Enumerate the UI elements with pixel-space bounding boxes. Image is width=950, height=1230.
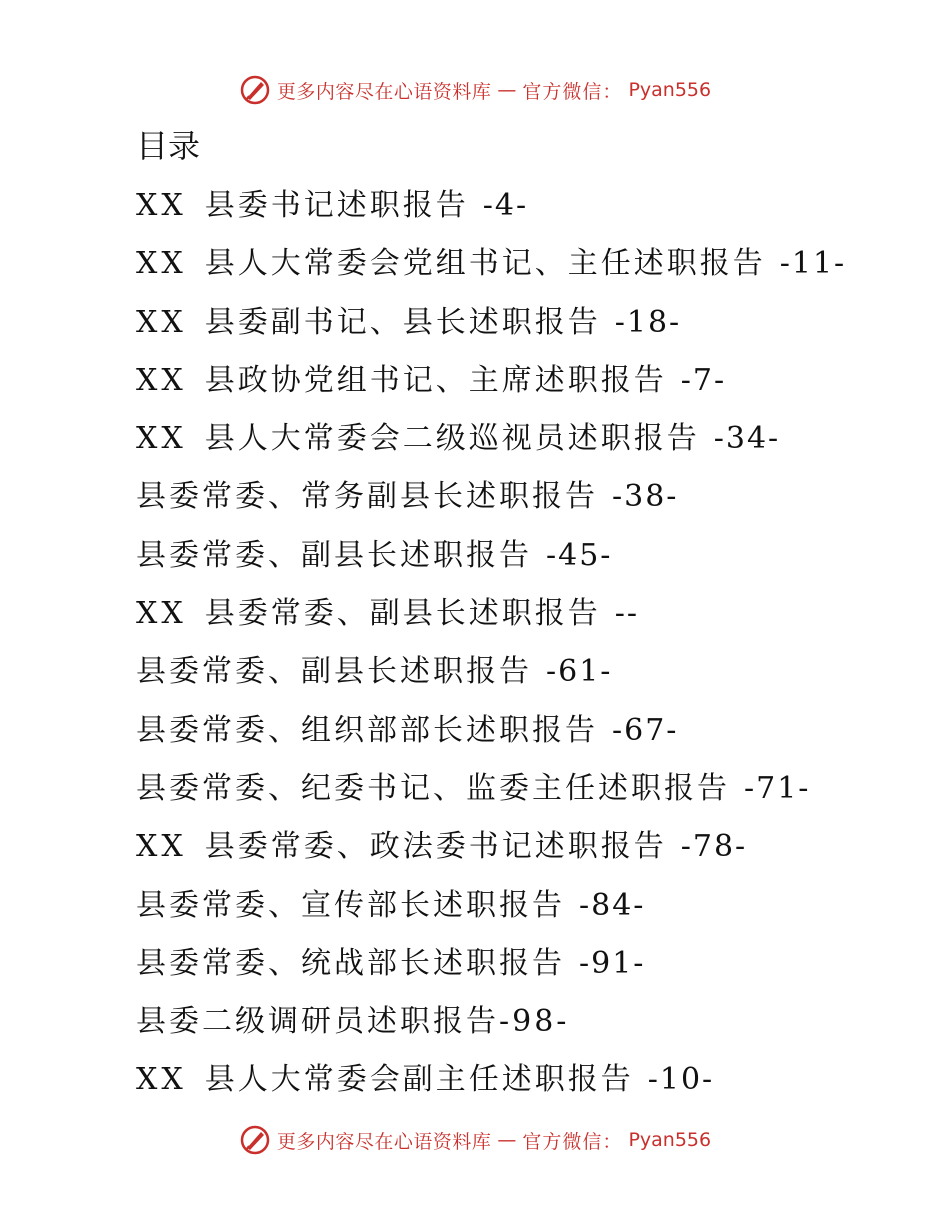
toc-entry-prefix: XX [136,829,187,865]
toc-entry-title: 县委二级调研员述职报告-98- [136,1004,570,1040]
toc-entry[interactable] [136,182,846,240]
toc-entry-page-number: -61- [546,654,613,690]
toc-entry-page-number: -38- [612,479,679,515]
toc-entry-page-number: -67- [612,712,679,748]
toc-entry-prefix: XX [136,362,187,398]
page-title: 目录 [136,127,201,165]
toc-entry-prefix: XX [136,246,187,282]
toc-entry[interactable] [136,998,846,1056]
toc-entry-page-number: -78- [680,829,748,865]
toc-entry-title: 县人大常委会副主任述职报告 [204,1062,634,1098]
toc-entry-page-number: -34- [713,421,781,457]
toc-entry-title: 县委常委、统战部长述职报告 [136,945,565,981]
toc-entry-page-number: -- [614,596,639,632]
toc-entry-title: 县委常委、副县长述职报告 [136,537,532,573]
toc-entry-page-number: -7- [680,362,727,398]
quill-pen-icon [239,74,271,106]
toc-entry-page-number: -45- [546,537,613,573]
toc-entry-title: 县委常委、政法委书记述职报告 [204,829,667,865]
toc-entry[interactable] [136,765,846,823]
toc-entry[interactable] [136,940,846,998]
toc-entry-title: 县委常委、副县长述职报告 [136,654,532,690]
toc-entry[interactable] [136,299,846,357]
toc-entry[interactable] [136,532,846,590]
footer-watermark [0,1124,950,1156]
toc-entry-prefix: XX [136,596,187,632]
watermark-text: 更多内容尽在心语资料库 [276,1130,492,1153]
toc-entry[interactable] [136,648,846,706]
watermark-id: Pyan556 [628,79,712,101]
toc-entry[interactable] [136,357,846,415]
table-of-contents [136,182,846,1115]
toc-entry[interactable] [136,882,846,940]
toc-entry-prefix: XX [136,188,187,223]
toc-entry-title: 县委常委、纪委书记、监委主任述职报告 [136,770,730,806]
toc-entry-page-number: -4- [482,188,529,223]
toc-entry[interactable] [136,240,846,298]
toc-entry[interactable] [136,415,846,473]
toc-entry-page-number: -18- [614,304,682,340]
toc-entry-title: 县委副书记、县长述职报告 [204,304,601,340]
toc-entry[interactable] [136,823,846,881]
toc-entry[interactable] [136,707,846,765]
toc-entry-prefix: XX [136,304,187,340]
toc-entry-page-number: -91- [579,945,646,981]
toc-entry[interactable] [136,473,846,531]
toc-entry-page-number: -10- [647,1062,715,1098]
toc-entry-title: 县委书记述职报告 [204,188,469,223]
toc-entry-page-number: -84- [579,887,646,923]
toc-entry-prefix: XX [136,1062,187,1098]
toc-entry-title: 县委常委、副县长述职报告 [204,596,601,632]
toc-entry-title: 县委常委、常务副县长述职报告 [136,479,598,515]
toc-entry[interactable] [136,590,846,648]
toc-entry-page-number: -71- [744,770,811,806]
watermark-separator: — [497,1129,517,1151]
toc-entry-page-number: -11- [779,246,847,282]
toc-entry-title: 县委常委、宣传部长述职报告 [136,887,565,923]
toc-entry-title: 县人大常委会党组书记、主任述职报告 [204,246,766,282]
toc-entry-title: 县政协党组书记、主席述职报告 [204,362,667,398]
watermark-separator: — [497,79,517,101]
toc-entry-title: 县委常委、组织部部长述职报告 [136,712,598,748]
header-watermark [0,74,950,106]
toc-entry[interactable] [136,1056,846,1114]
watermark-label: 官方微信： [522,1130,623,1153]
toc-entry-title: 县人大常委会二级巡视员述职报告 [204,421,700,457]
watermark-id: Pyan556 [628,1129,712,1151]
quill-pen-icon [239,1124,271,1156]
toc-entry-prefix: XX [136,421,187,457]
watermark-label: 官方微信： [522,80,623,103]
watermark-text: 更多内容尽在心语资料库 [276,80,492,103]
